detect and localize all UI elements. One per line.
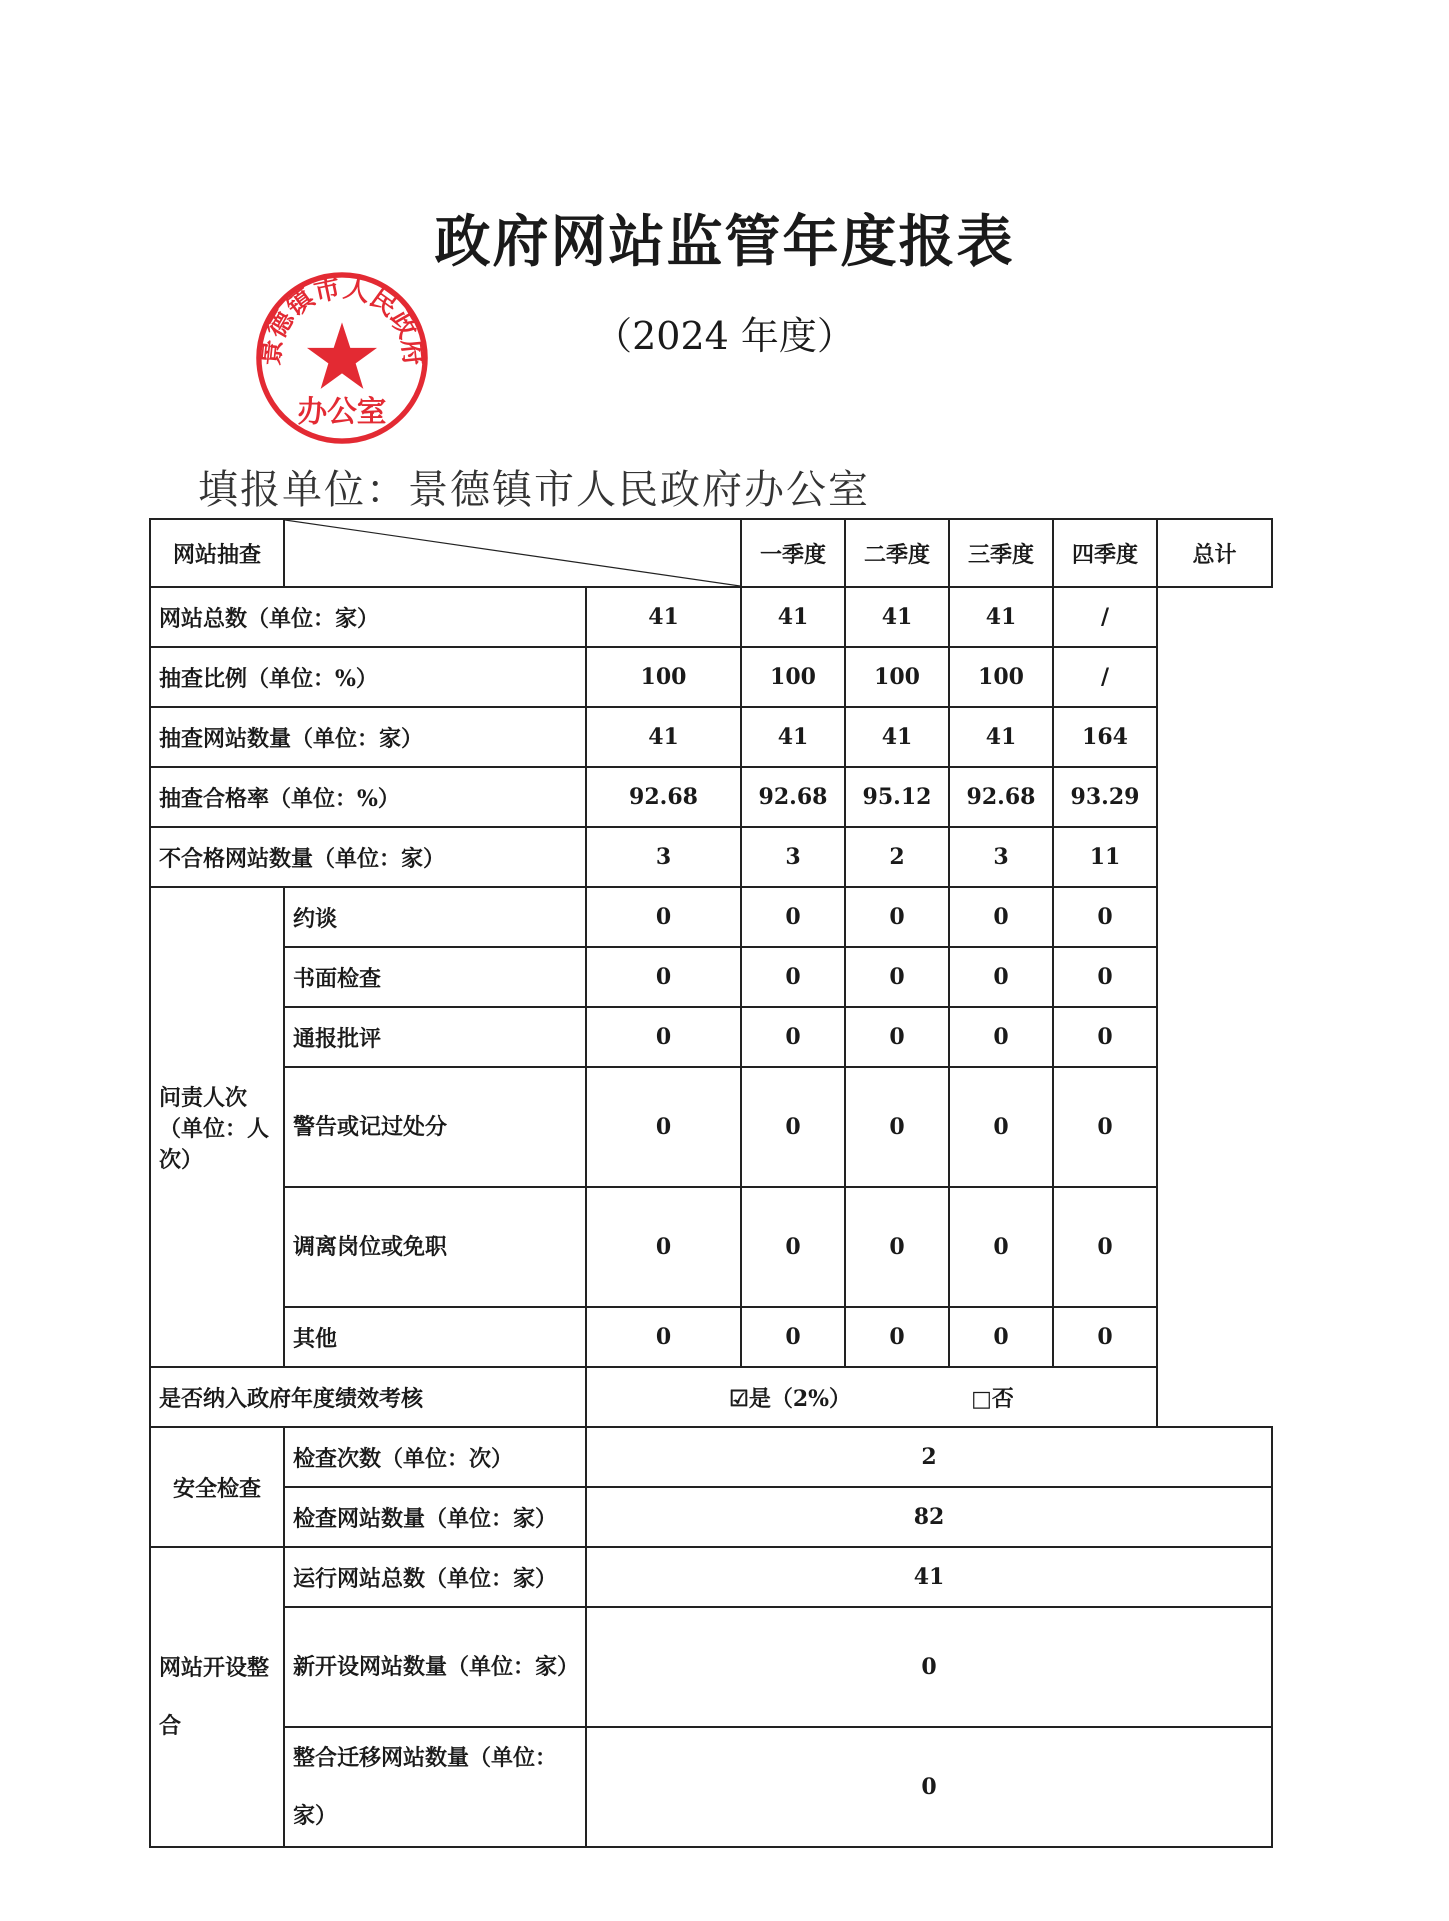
row-label: 检查次数（单位：次） bbox=[284, 1427, 586, 1487]
header-q4: 四季度 bbox=[1053, 519, 1157, 587]
value-cell: 0 bbox=[741, 947, 845, 1007]
value-cell: 0 bbox=[949, 947, 1053, 1007]
table-row bbox=[150, 1547, 1272, 1607]
value-cell: 41 bbox=[586, 1547, 1272, 1607]
value-cell: 0 bbox=[949, 1307, 1053, 1367]
row-label: 整合迁移网站数量（单位：家） bbox=[284, 1727, 586, 1847]
value-cell: 41 bbox=[949, 587, 1053, 647]
header-q1: 一季度 bbox=[741, 519, 845, 587]
value-cell: 41 bbox=[845, 707, 949, 767]
value-cell: 0 bbox=[1053, 887, 1157, 947]
value-cell: 0 bbox=[586, 887, 741, 947]
report-table bbox=[149, 518, 1273, 1848]
row-label: 抽查合格率（单位：%） bbox=[150, 767, 586, 827]
value-cell: 41 bbox=[949, 707, 1053, 767]
table-row bbox=[150, 707, 1272, 767]
value-cell: 0 bbox=[586, 947, 741, 1007]
header-q2: 二季度 bbox=[845, 519, 949, 587]
value-cell: 92.68 bbox=[586, 767, 741, 827]
sub-label: 约谈 bbox=[284, 887, 586, 947]
sub-label: 书面检查 bbox=[284, 947, 586, 1007]
value-cell: / bbox=[1053, 647, 1157, 707]
table-row bbox=[150, 1187, 1272, 1307]
value-cell: 92.68 bbox=[741, 767, 845, 827]
value-cell: 0 bbox=[586, 1727, 1272, 1847]
row-label: 检查网站数量（单位：家） bbox=[284, 1487, 586, 1547]
value-cell: 0 bbox=[1053, 1007, 1157, 1067]
performance-options bbox=[586, 1367, 1157, 1427]
table-row bbox=[150, 1067, 1272, 1187]
value-cell: 164 bbox=[1053, 707, 1157, 767]
value-cell: 0 bbox=[741, 1187, 845, 1307]
value-cell: 0 bbox=[1053, 1187, 1157, 1307]
value-cell: 100 bbox=[741, 647, 845, 707]
row-label: 网站总数（单位：家） bbox=[150, 587, 586, 647]
value-cell: 41 bbox=[586, 587, 741, 647]
value-cell: 82 bbox=[586, 1487, 1272, 1547]
table-row bbox=[150, 1487, 1272, 1547]
filing-unit: 填报单位：景德镇市人民政府办公室 bbox=[198, 467, 870, 513]
row-label: 抽查网站数量（单位：家） bbox=[150, 707, 586, 767]
value-cell: 0 bbox=[1053, 1067, 1157, 1187]
value-cell: 0 bbox=[586, 1607, 1272, 1727]
value-cell: 0 bbox=[845, 1187, 949, 1307]
value-cell: 0 bbox=[845, 1307, 949, 1367]
value-cell: 0 bbox=[845, 887, 949, 947]
svg-text:办公室: 办公室 bbox=[297, 393, 387, 429]
value-cell: 0 bbox=[949, 1007, 1053, 1067]
page-title: 政府网站监管年度报表 bbox=[434, 209, 1015, 275]
header-q3: 三季度 bbox=[949, 519, 1053, 587]
value-cell: 93.29 bbox=[1053, 767, 1157, 827]
value-cell: 100 bbox=[845, 647, 949, 707]
value-cell: 0 bbox=[845, 1007, 949, 1067]
accountability-label: 问责人次（单位：人次） bbox=[150, 887, 284, 1367]
performance-label: 是否纳入政府年度绩效考核 bbox=[150, 1367, 586, 1427]
row-label: 运行网站总数（单位：家） bbox=[284, 1547, 586, 1607]
diagonal-header-cell bbox=[284, 519, 741, 587]
value-cell: 0 bbox=[741, 887, 845, 947]
value-cell: 0 bbox=[949, 1187, 1053, 1307]
header-row bbox=[150, 519, 1272, 587]
value-cell: 41 bbox=[741, 707, 845, 767]
table-row bbox=[150, 1427, 1272, 1487]
svg-text:景德镇市人民政府: 景德镇市人民政府 bbox=[255, 273, 429, 368]
value-cell: 41 bbox=[845, 587, 949, 647]
value-cell: 0 bbox=[845, 947, 949, 1007]
value-cell: 0 bbox=[586, 1307, 741, 1367]
sub-label: 其他 bbox=[284, 1307, 586, 1367]
report-year: （2024 年度） bbox=[594, 314, 855, 358]
table-row bbox=[150, 1607, 1272, 1727]
table-row bbox=[150, 827, 1272, 887]
value-cell: 41 bbox=[586, 707, 741, 767]
value-cell: 2 bbox=[845, 827, 949, 887]
checkbox-no: □否 bbox=[971, 1385, 1014, 1412]
value-cell: 11 bbox=[1053, 827, 1157, 887]
value-cell: 3 bbox=[741, 827, 845, 887]
table-row bbox=[150, 647, 1272, 707]
value-cell: 0 bbox=[586, 1007, 741, 1067]
value-cell: 0 bbox=[741, 1307, 845, 1367]
value-cell: 3 bbox=[586, 827, 741, 887]
section-website-inspection: 网站抽查 bbox=[150, 519, 284, 587]
value-cell: 92.68 bbox=[949, 767, 1053, 827]
table-row bbox=[150, 767, 1272, 827]
value-cell: 0 bbox=[586, 1067, 741, 1187]
header-total: 总计 bbox=[1157, 519, 1272, 587]
value-cell: 2 bbox=[586, 1427, 1272, 1487]
table-row bbox=[150, 887, 1272, 947]
table-row bbox=[150, 587, 1272, 647]
checkbox-yes: ☑是（2%） bbox=[729, 1385, 852, 1412]
value-cell: 41 bbox=[741, 587, 845, 647]
row-label: 抽查比例（单位：%） bbox=[150, 647, 586, 707]
value-cell: 0 bbox=[1053, 1307, 1157, 1367]
value-cell: / bbox=[1053, 587, 1157, 647]
section-security-check: 安全检查 bbox=[150, 1427, 284, 1547]
table-row bbox=[150, 1307, 1272, 1367]
value-cell: 100 bbox=[586, 647, 741, 707]
section-website-setup: 网站开设整合 bbox=[150, 1547, 284, 1847]
value-cell: 0 bbox=[741, 1007, 845, 1067]
value-cell: 0 bbox=[949, 1067, 1053, 1187]
table-row bbox=[150, 947, 1272, 1007]
row-label: 新开设网站数量（单位：家） bbox=[284, 1607, 586, 1727]
value-cell: 3 bbox=[949, 827, 1053, 887]
row-label: 不合格网站数量（单位：家） bbox=[150, 827, 586, 887]
table-row bbox=[150, 1727, 1272, 1847]
sub-label: 警告或记过处分 bbox=[284, 1067, 586, 1187]
sub-label: 通报批评 bbox=[284, 1007, 586, 1067]
value-cell: 0 bbox=[1053, 947, 1157, 1007]
sub-label: 调离岗位或免职 bbox=[284, 1187, 586, 1307]
value-cell: 95.12 bbox=[845, 767, 949, 827]
value-cell: 100 bbox=[949, 647, 1053, 707]
value-cell: 0 bbox=[845, 1067, 949, 1187]
performance-row bbox=[150, 1367, 1272, 1427]
value-cell: 0 bbox=[586, 1187, 741, 1307]
value-cell: 0 bbox=[741, 1067, 845, 1187]
value-cell: 0 bbox=[949, 887, 1053, 947]
table-row bbox=[150, 1007, 1272, 1067]
